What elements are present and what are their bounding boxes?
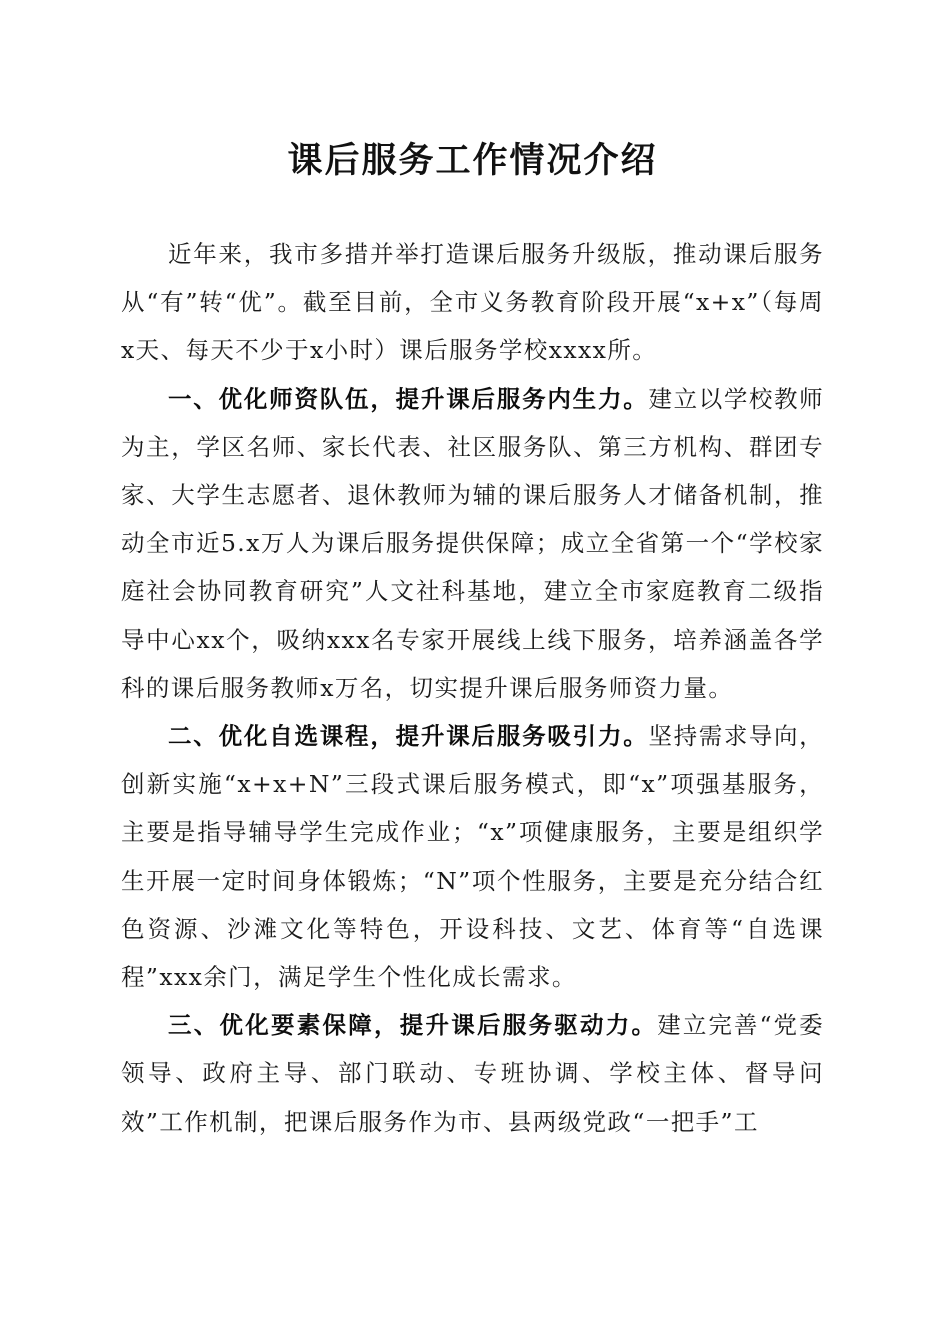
section-1-heading: 一、优化师资队伍，提升课后服务内生力。 xyxy=(168,384,649,413)
document-title: 课后服务工作情况介绍 xyxy=(287,141,658,181)
section-1-paragraph xyxy=(121,375,824,712)
section-1-body: 建立以学校教师为主，学区名师、家长代表、社区服务队、第三方机构、群团专家、大学生志愿者、退休教师为辅的课后服务人才储备机制，推动全市近5.x万人为课后服务提供保障；成立全省第一个“学校家庭社会协同教育研究”人文社科基地，建立全市家庭教育二级指导中心xx个，吸纳xxx名专家开展线上线下服务，培养涵盖各学科的课后服务教师x万名，切实提升课后服务师资力量。 xyxy=(121,384,824,702)
section-2-paragraph xyxy=(121,712,824,1001)
section-3-paragraph xyxy=(121,1001,824,1146)
intro-paragraph: 近年来，我市多措并举打造课后服务升级版，推动课后服务从“有”转“优”。截至目前，全市义务教育阶段开展“x+x”（每周x天、每天不少于x小时）课后服务学校xxxx所。 xyxy=(121,240,824,365)
section-2-heading: 二、优化自选课程，提升课后服务吸引力。 xyxy=(168,722,649,751)
section-2-body: 坚持需求导向，创新实施“x+x+N”三段式课后服务模式，即“x”项强基服务，主要是指导辅导学生完成作业；“x”项健康服务，主要是组织学生开展一定时间身体锻炼；“N”项个性服务，主要是充分结合红色资源、沙滩文化等特色，开设科技、文艺、体育等“自选课程”xxx余门，满足学生个性化成长需求。 xyxy=(121,722,824,992)
section-3-heading: 三、优化要素保障，提升课后服务驱动力。 xyxy=(168,1011,658,1040)
section-3-body: 建立完善“党委领导、政府主导、部门联动、专班协调、学校主体、督导问效”工作机制，把课后服务作为市、县两级党政“一把手”工 xyxy=(121,1011,824,1136)
